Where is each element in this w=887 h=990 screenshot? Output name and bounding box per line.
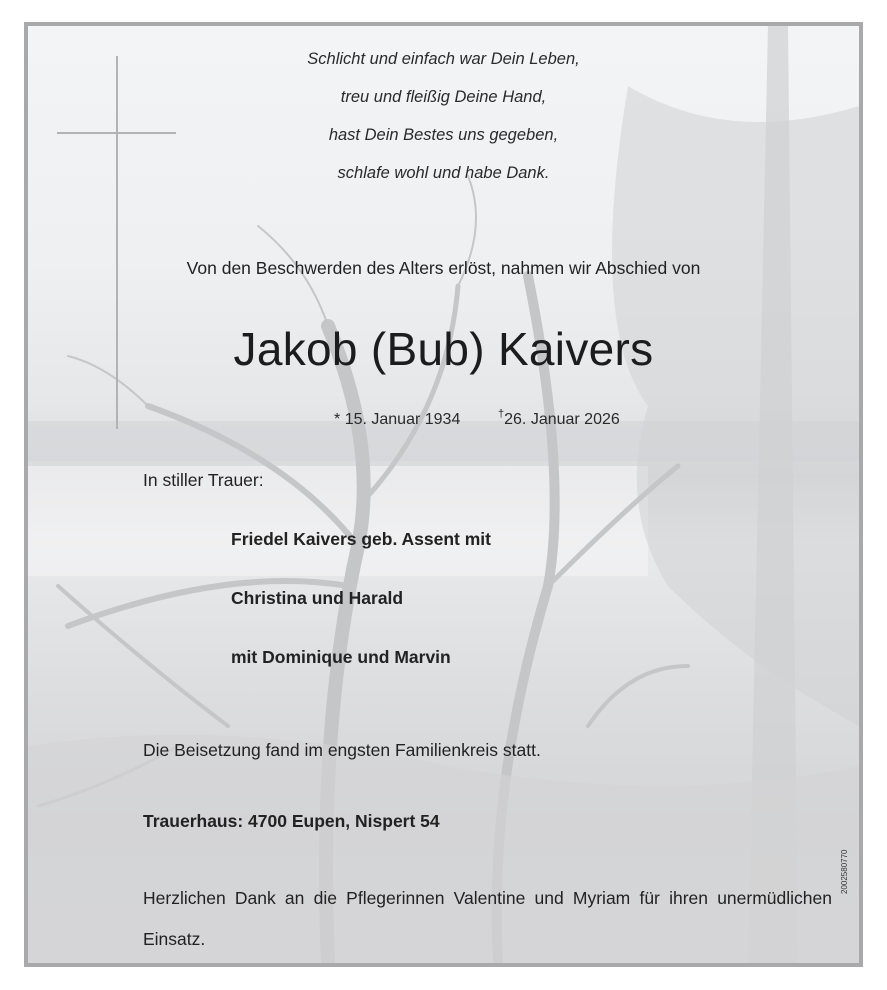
death-date	[498, 408, 620, 429]
verse-line: hast Dein Bestes uns gegeben,	[328, 126, 559, 144]
birth-symbol: *	[334, 411, 341, 428]
burial-note: Die Beisetzung fand im engsten Familienkreis statt.	[143, 740, 541, 760]
reference-code: 2002580770	[840, 849, 849, 894]
obituary-card	[24, 22, 863, 967]
funeral-home-address: Trauerhaus: 4700 Eupen, Nispert 54	[143, 811, 440, 831]
deceased-name: Jakob (Bub) Kaivers	[233, 323, 654, 375]
thanks-text: Herzlichen Dank an die Pflegerinnen Valentine und Myriam für ihren unermüdlichen Einsatz.	[143, 888, 832, 949]
mourner: Christina und Harald	[231, 588, 404, 608]
verse-line: Schlicht und einfach war Dein Leben,	[307, 50, 580, 68]
death-date-text: 26. Januar 2026	[504, 411, 620, 428]
mourning-heading: In stiller Trauer:	[143, 470, 264, 490]
intro-text: Von den Beschwerden des Alters erlöst, nahmen wir Abschied von	[186, 258, 701, 278]
birth-date-text: 15. Januar 1934	[344, 411, 461, 428]
death-symbol: †	[498, 408, 505, 420]
birth-date	[334, 411, 460, 429]
verse-line: schlafe wohl und habe Dank.	[337, 164, 550, 182]
verse-line: treu und fleißig Deine Hand,	[340, 88, 547, 106]
mourner: mit Dominique und Marvin	[231, 647, 451, 667]
mourner: Friedel Kaivers geb. Assent mit	[231, 529, 491, 549]
